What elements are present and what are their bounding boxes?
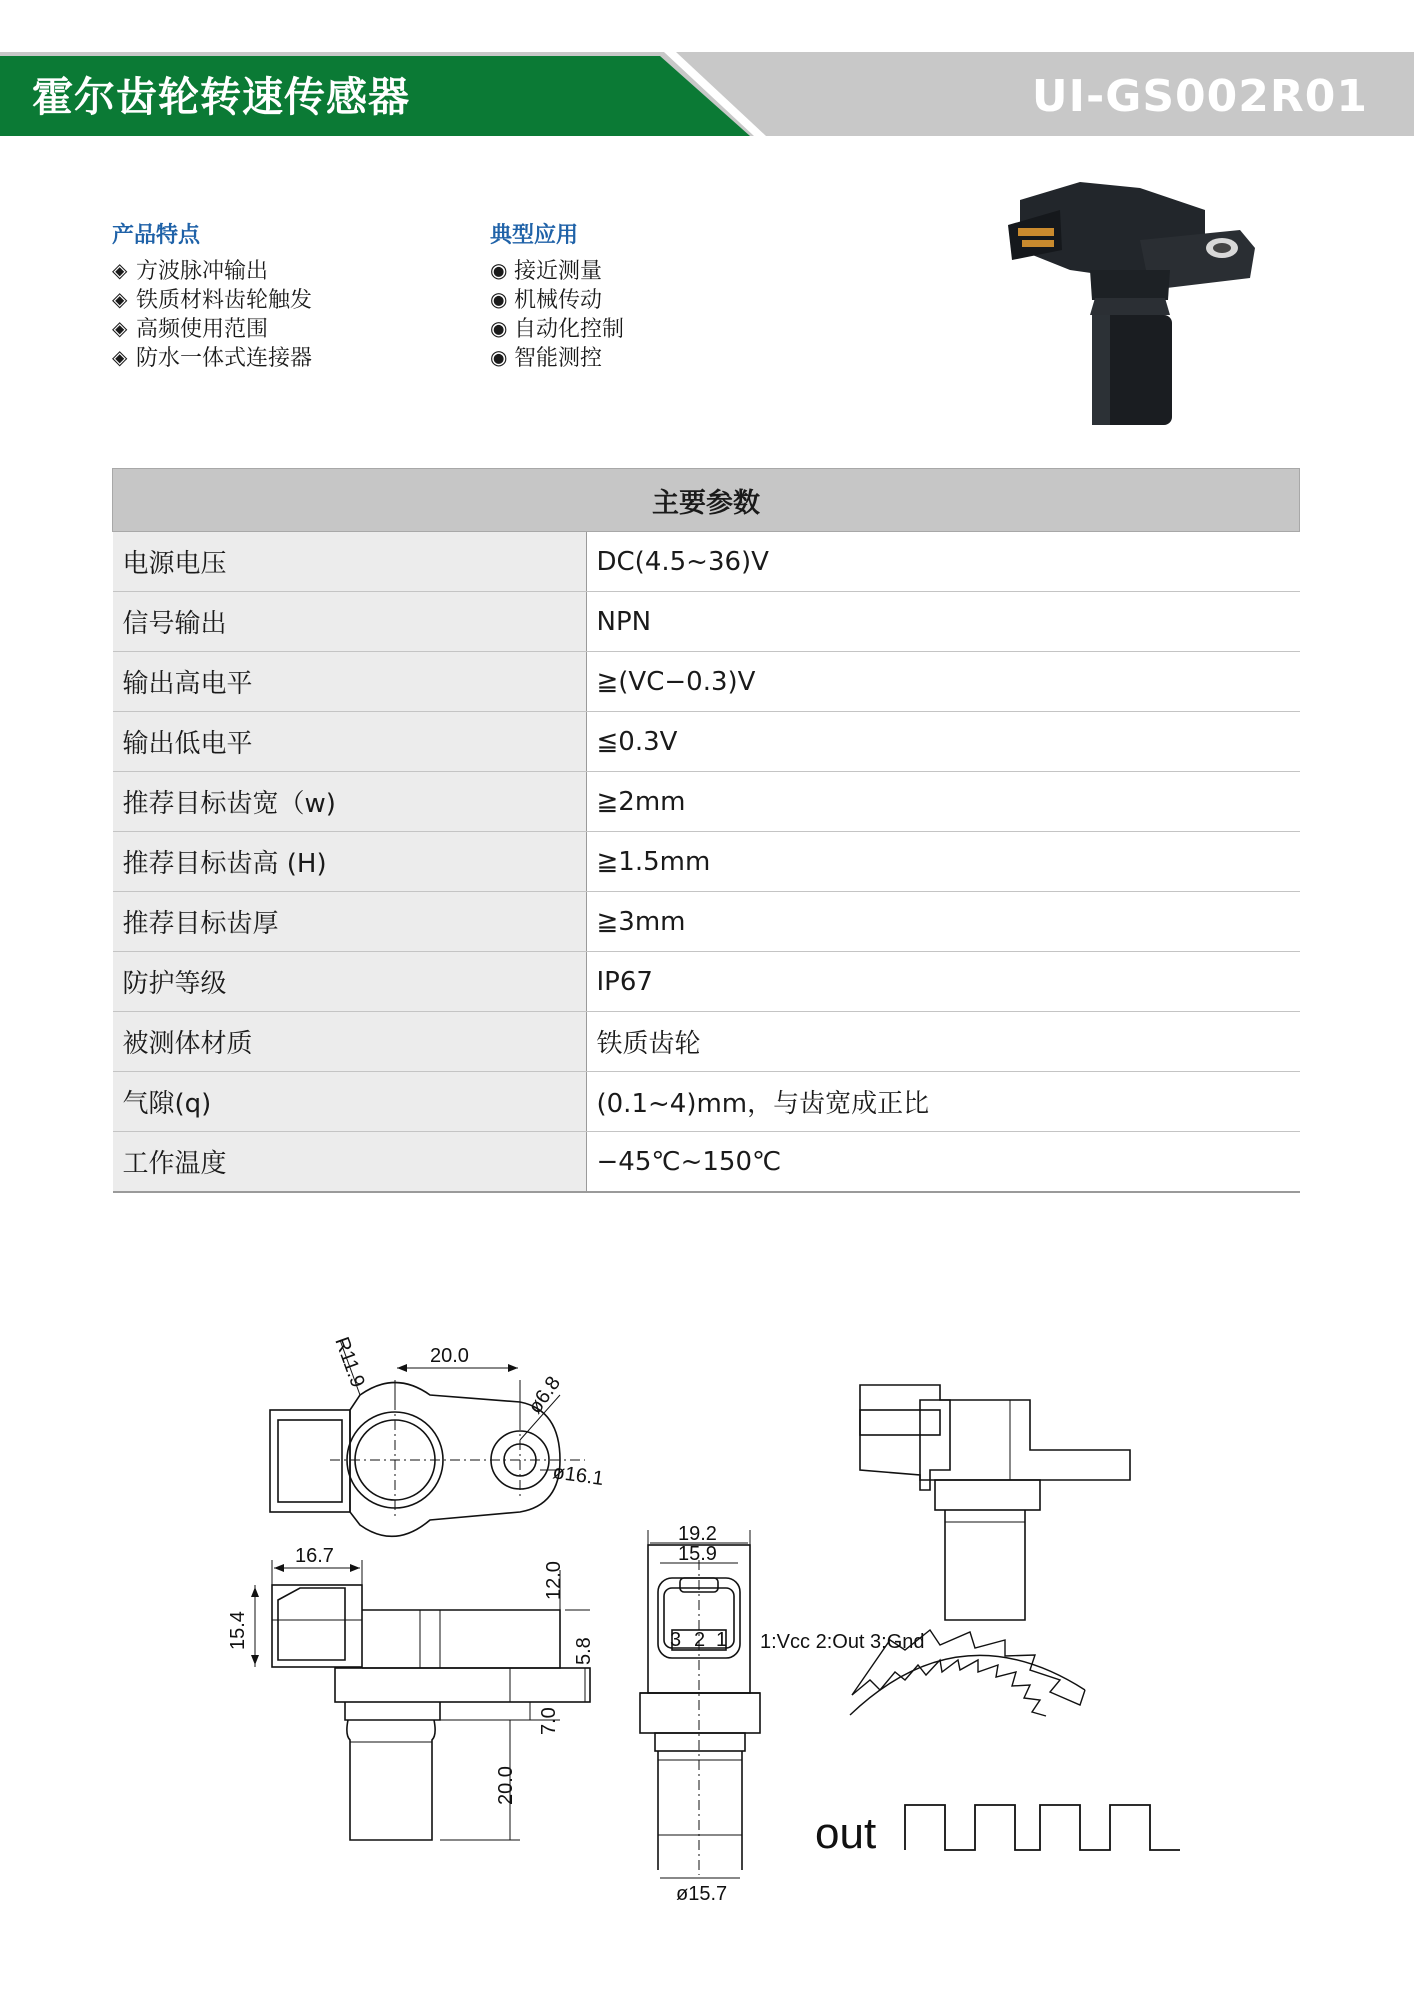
- dim-phi16-1: ø16.1: [551, 1461, 606, 1491]
- spec-value: DC(4.5~36)V: [586, 532, 1300, 592]
- circle-bullet-icon: ◉: [490, 286, 508, 311]
- spec-value: ≧3mm: [586, 892, 1300, 952]
- dim-20-top: 20.0: [430, 1345, 469, 1367]
- application-item: ◉ 机械传动: [490, 286, 603, 313]
- features-section: [112, 218, 312, 371]
- front-view: [640, 1530, 760, 1878]
- dim-phi15-7: ø15.7: [676, 1883, 728, 1900]
- dim-16-7: 16.7: [295, 1545, 334, 1567]
- spec-key: 工作温度: [113, 1132, 587, 1193]
- features-title: 产品特点: [112, 223, 201, 248]
- page-title: 霍尔齿轮转速传感器: [32, 73, 410, 121]
- table-row: [113, 532, 1300, 592]
- side-view: [251, 1560, 590, 1840]
- table-row: [113, 652, 1300, 712]
- dim-15-9: 15.9: [678, 1543, 717, 1565]
- out-label: out: [815, 1809, 877, 1858]
- table-row: [113, 592, 1300, 652]
- dim-r11-9: R11.9: [330, 1334, 369, 1391]
- spec-key: 推荐目标齿高 (H): [113, 832, 587, 892]
- spec-table: [112, 468, 1300, 1193]
- spec-key: 输出高电平: [113, 652, 587, 712]
- spec-key: 电源电压: [113, 532, 587, 592]
- dim-12-0: 12.0: [543, 1561, 565, 1600]
- spec-value: ≦0.3V: [586, 712, 1300, 772]
- spec-value: ≧(VC−0.3)V: [586, 652, 1300, 712]
- technical-drawing: [0, 1300, 1414, 1900]
- diamond-bullet-icon: ◈: [112, 344, 128, 369]
- spec-value: IP67: [586, 952, 1300, 1012]
- table-row: [113, 1012, 1300, 1072]
- feature-item: ◈ 铁质材料齿轮触发: [112, 286, 313, 313]
- table-row: [113, 712, 1300, 772]
- dim-20-side: 20.0: [495, 1766, 517, 1805]
- diamond-bullet-icon: ◈: [112, 286, 128, 311]
- spec-value: NPN: [586, 592, 1300, 652]
- spec-key: 推荐目标齿厚: [113, 892, 587, 952]
- spec-table-title: 主要参数: [113, 469, 1300, 532]
- applications-title: 典型应用: [490, 223, 579, 248]
- spec-value: ≧1.5mm: [586, 832, 1300, 892]
- table-row: [113, 1072, 1300, 1132]
- spec-key: 防护等级: [113, 952, 587, 1012]
- diamond-bullet-icon: ◈: [112, 315, 128, 340]
- dim-phi6-8: ø6.8: [524, 1372, 566, 1418]
- application-item: ◉ 接近测量: [490, 257, 603, 284]
- applications-section: [490, 218, 624, 371]
- pin-1: 1: [716, 1629, 728, 1651]
- application-item: ◉ 自动化控制: [490, 315, 625, 342]
- table-row: [113, 832, 1300, 892]
- top-view: [270, 1340, 585, 1536]
- spec-key: 推荐目标齿宽（w): [113, 772, 587, 832]
- pinout-label: 1:Vcc 2:Out 3:Gnd: [760, 1631, 925, 1653]
- product-code: UI-GS002R01: [1031, 71, 1368, 122]
- feature-item: ◈ 高频使用范围: [112, 315, 269, 342]
- table-row: [113, 952, 1300, 1012]
- feature-item: ◈ 方波脉冲输出: [112, 257, 269, 284]
- dim-7-0: 7.0: [538, 1707, 560, 1735]
- dim-5-8: 5.8: [573, 1637, 595, 1665]
- spec-key: 信号输出: [113, 592, 587, 652]
- circle-bullet-icon: ◉: [490, 315, 508, 340]
- spec-value: 铁质齿轮: [586, 1012, 1300, 1072]
- spec-key: 输出低电平: [113, 712, 587, 772]
- application-item: ◉ 智能测控: [490, 344, 603, 371]
- pin-2: 2: [694, 1629, 706, 1651]
- spec-value: ≧2mm: [586, 772, 1300, 832]
- spec-value: −45℃~150℃: [586, 1132, 1300, 1193]
- dim-15-4: 15.4: [227, 1611, 249, 1650]
- table-row: [113, 1132, 1300, 1193]
- output-waveform: [905, 1805, 1180, 1850]
- feature-item: ◈ 防水一体式连接器: [112, 344, 313, 371]
- circle-bullet-icon: ◉: [490, 257, 508, 282]
- spec-value: (0.1~4)mm，与齿宽成正比: [586, 1072, 1300, 1132]
- circle-bullet-icon: ◉: [490, 344, 508, 369]
- table-row: [113, 772, 1300, 832]
- right-view: [860, 1385, 1130, 1620]
- dim-19-2: 19.2: [678, 1523, 717, 1545]
- table-row: [113, 892, 1300, 952]
- diamond-bullet-icon: ◈: [112, 257, 128, 282]
- pin-3: 3: [670, 1629, 682, 1651]
- product-image: [1000, 170, 1270, 450]
- spec-key: 气隙(q): [113, 1072, 587, 1132]
- spec-key: 被测体材质: [113, 1012, 587, 1072]
